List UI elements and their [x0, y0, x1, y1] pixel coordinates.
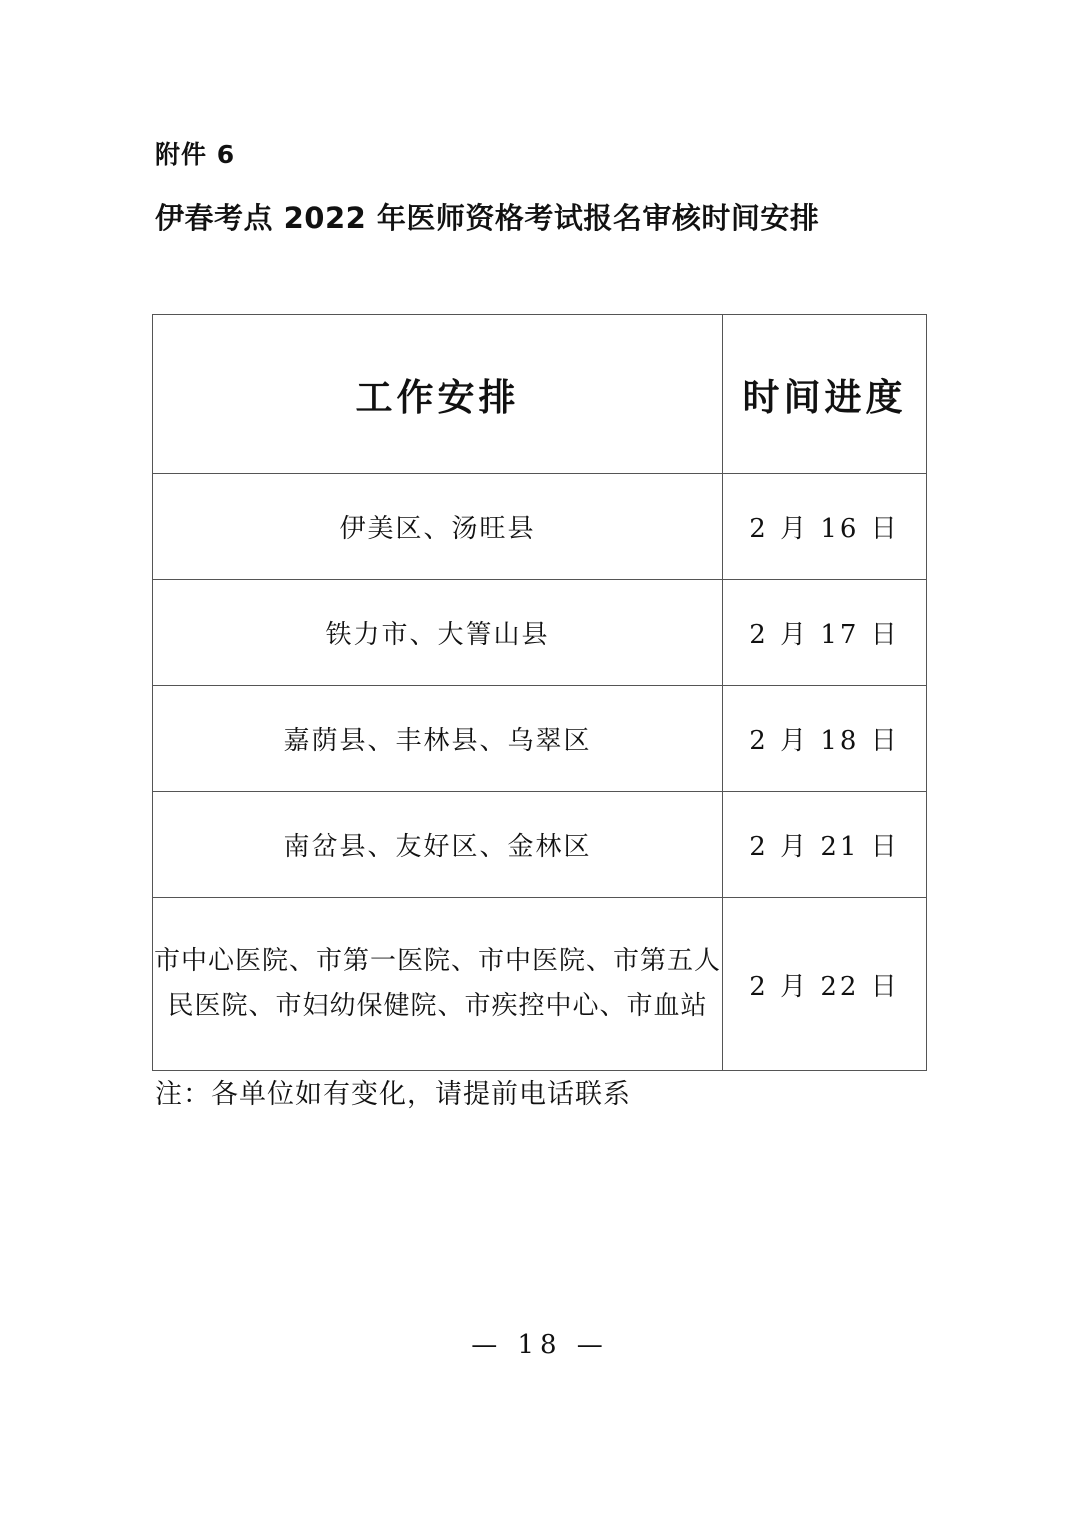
column-header-date: 时间进度	[723, 315, 927, 474]
schedule-table	[152, 314, 927, 1071]
table-row	[153, 686, 927, 792]
cell-work: 市中心医院、市第一医院、市中医院、市第五人民医院、市妇幼保健院、市疾控中心、市血站	[153, 898, 723, 1071]
column-header-work: 工作安排	[153, 315, 723, 474]
cell-date: 2 月 16 日	[723, 474, 927, 580]
cell-date: 2 月 21 日	[723, 792, 927, 898]
table-row	[153, 792, 927, 898]
cell-date: 2 月 17 日	[723, 580, 927, 686]
table-row	[153, 898, 927, 1071]
cell-date: 2 月 22 日	[723, 898, 927, 1071]
attachment-label: 附件 6	[155, 140, 236, 169]
table-note: 注：各单位如有变化，请提前电话联系	[155, 1079, 631, 1110]
cell-work: 嘉荫县、丰林县、乌翠区	[153, 686, 723, 792]
page-number: — 18 —	[471, 1330, 609, 1360]
cell-work: 铁力市、大箐山县	[153, 580, 723, 686]
cell-date: 2 月 18 日	[723, 686, 927, 792]
cell-work: 伊美区、汤旺县	[153, 474, 723, 580]
table-row	[153, 580, 927, 686]
page-title: 伊春考点 2022 年医师资格考试报名审核时间安排	[155, 201, 820, 235]
table-header-row	[153, 315, 927, 474]
cell-work: 南岔县、友好区、金林区	[153, 792, 723, 898]
table-row	[153, 474, 927, 580]
